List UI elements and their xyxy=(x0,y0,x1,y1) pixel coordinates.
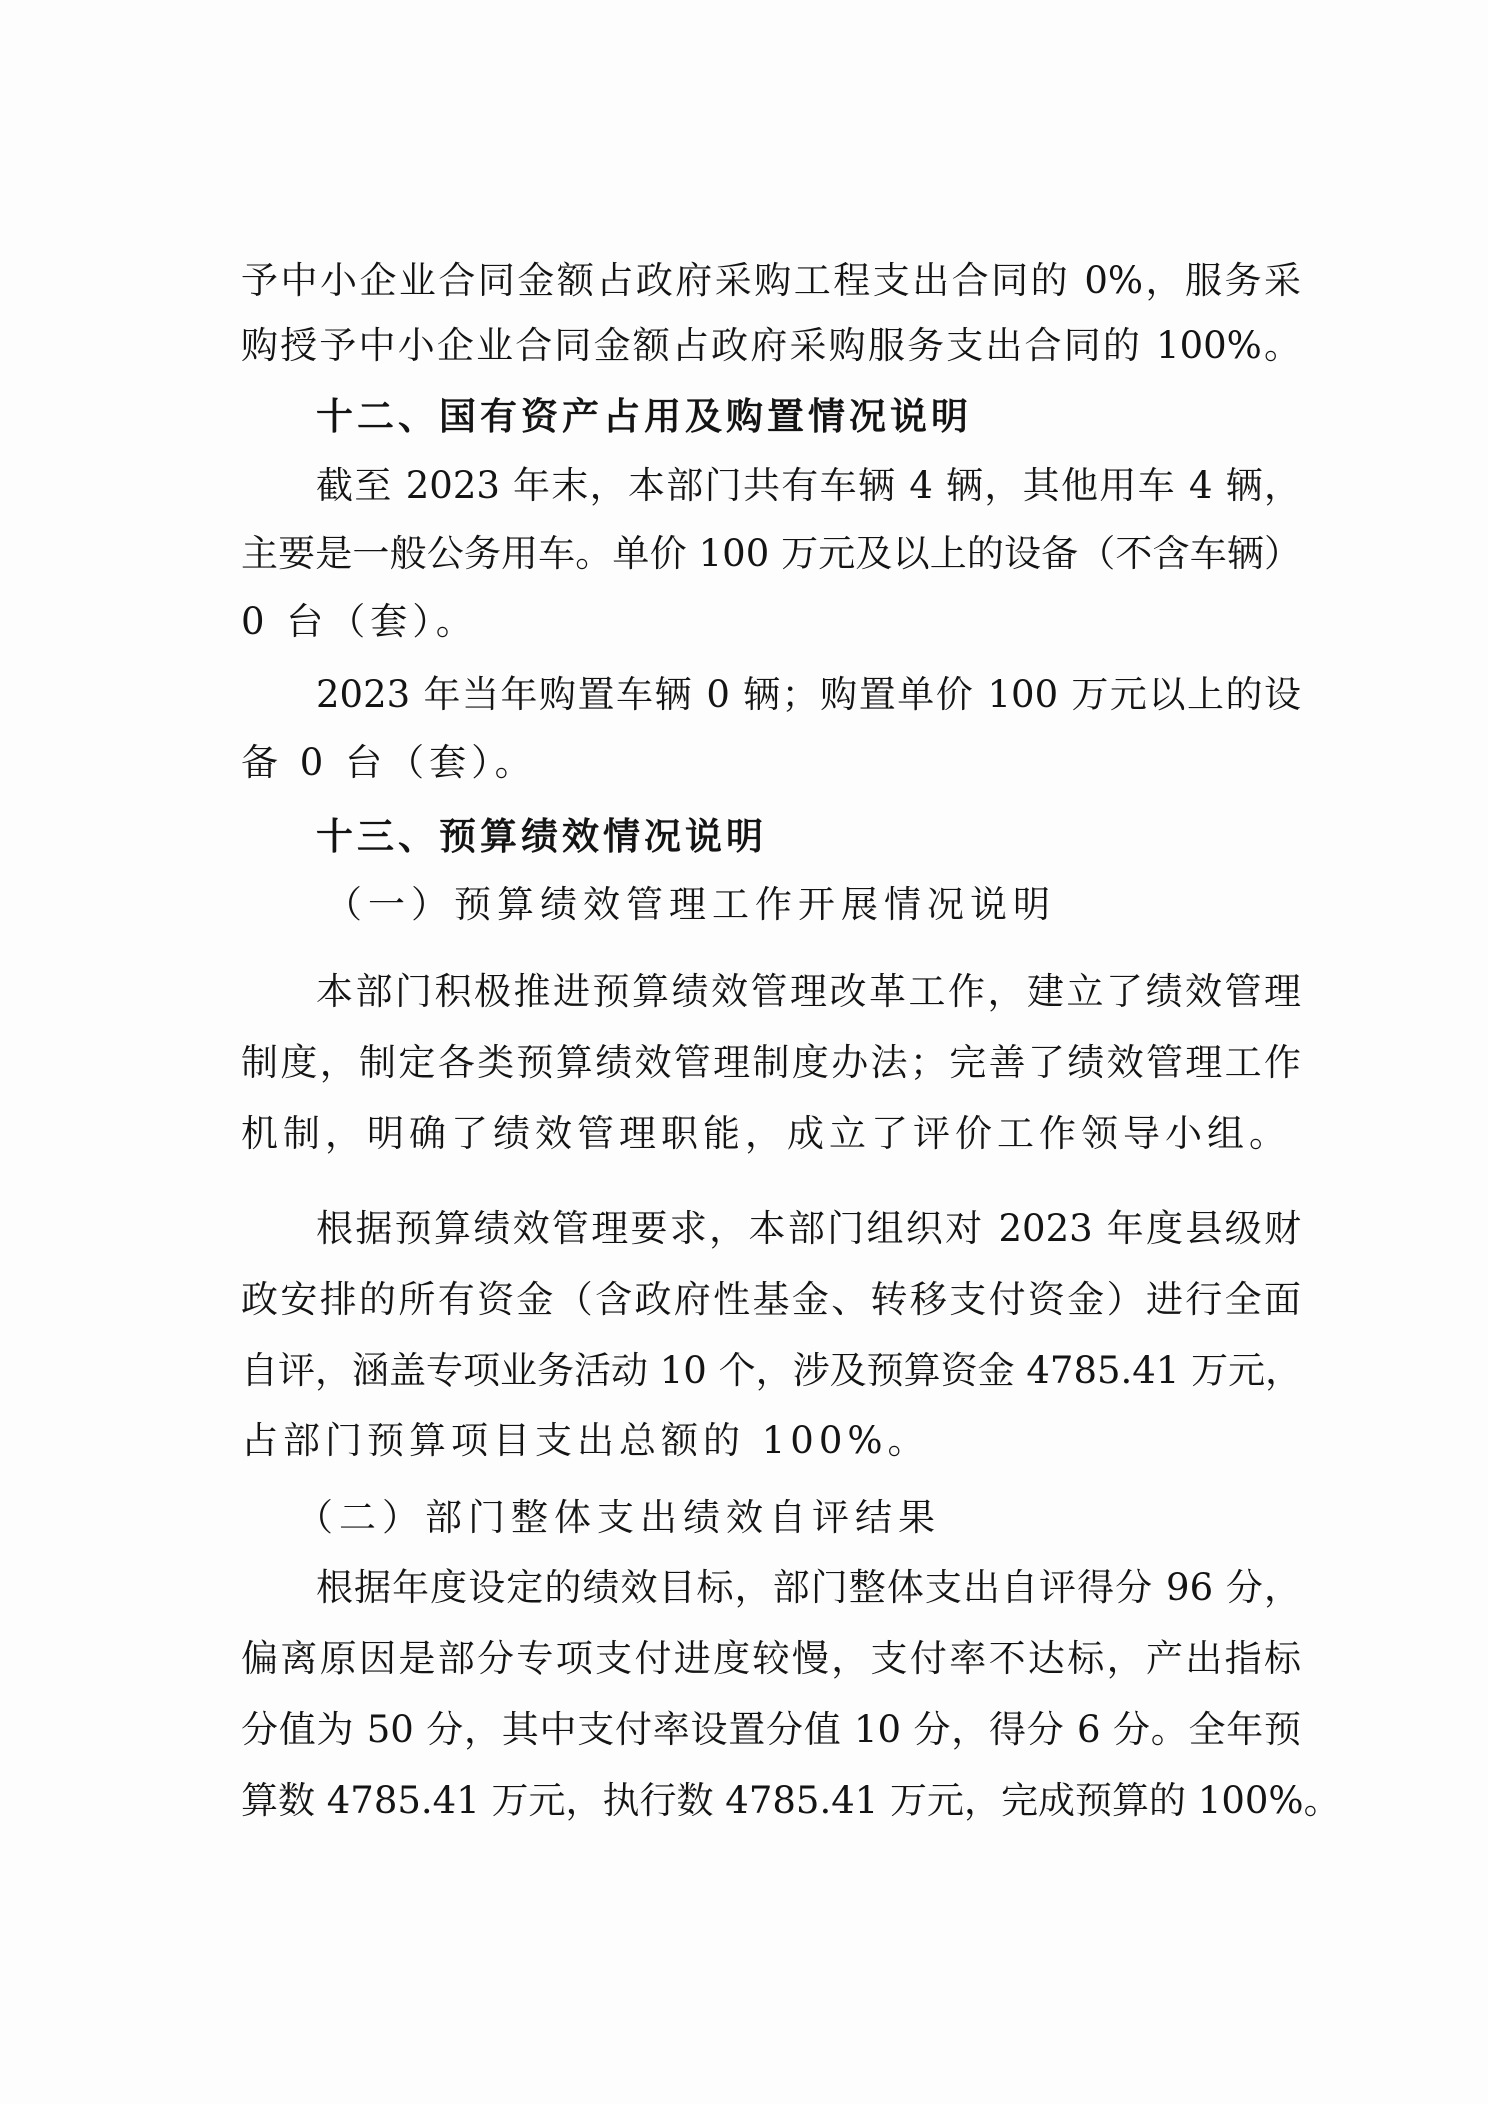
paragraph-line: 予中小企业合同金额占政府采购工程支出合同的 0%，服务采 xyxy=(241,259,1301,302)
paragraph-line: 机制，明确了绩效管理职能，成立了评价工作领导小组。 xyxy=(241,1112,1291,1155)
paragraph-line: 根据年度设定的绩效目标，部门整体支出自评得分 96 分， xyxy=(316,1566,1301,1609)
paragraph-line: 本部门积极推进预算绩效管理改革工作，建立了绩效管理 xyxy=(316,970,1301,1013)
paragraph-line: 2023 年当年购置车辆 0 辆；购置单价 100 万元以上的设 xyxy=(316,673,1301,716)
paragraph-line: 备 0 台（套）。 xyxy=(241,741,537,784)
paragraph-line: 主要是一般公务用车。单价 100 万元及以上的设备（不含车辆） xyxy=(241,532,1301,575)
paragraph-line: 算数 4785.41 万元，执行数 4785.41 万元，完成预算的 100%。 xyxy=(241,1779,1341,1822)
paragraph-line: 购授予中小企业合同金额占政府采购服务支出合同的 100%。 xyxy=(241,324,1301,367)
paragraph-line: 0 台（套）。 xyxy=(241,600,478,643)
paragraph-line: 占部门预算项目支出总额的 100%。 xyxy=(241,1419,930,1462)
paragraph-line: 政安排的所有资金（含政府性基金、转移支付资金）进行全面 xyxy=(241,1278,1301,1321)
subsection-heading-2: （二）部门整体支出绩效自评结果 xyxy=(296,1496,941,1539)
paragraph-line: 根据预算绩效管理要求，本部门组织对 2023 年度县级财 xyxy=(316,1207,1301,1250)
section-heading-12: 十二、国有资产占用及购置情况说明 xyxy=(316,395,972,438)
paragraph-line: 偏离原因是部分专项支付进度较慢，支付率不达标，产出指标 xyxy=(241,1637,1301,1680)
paragraph-line: 制度，制定各类预算绩效管理制度办法；完善了绩效管理工作 xyxy=(241,1041,1301,1084)
paragraph-line: 自评，涵盖专项业务活动 10 个，涉及预算资金 4785.41 万元， xyxy=(241,1349,1303,1392)
subsection-heading-1: （一）预算绩效管理工作开展情况说明 xyxy=(325,883,1056,926)
section-heading-13: 十三、预算绩效情况说明 xyxy=(316,815,767,858)
paragraph-line: 截至 2023 年末，本部门共有车辆 4 辆，其他用车 4 辆， xyxy=(316,464,1301,507)
paragraph-line: 分值为 50 分，其中支付率设置分值 10 分，得分 6 分。全年预 xyxy=(241,1708,1301,1751)
